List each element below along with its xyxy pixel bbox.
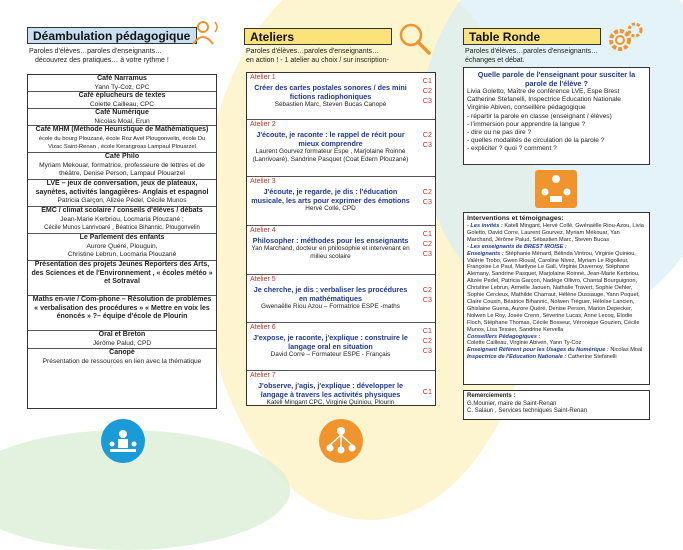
atelier-presenter: David Corre – Formateur ESPE - Français [270, 350, 391, 358]
atelier-cycles [423, 130, 432, 150]
interv-block [467, 334, 646, 341]
atelier-number: Atelier 3 [250, 178, 276, 185]
interv-text: Colette Cailleau, Virginie Abiven, Yann Ty-Coz [467, 340, 582, 347]
interv-block [467, 340, 646, 347]
col1-title: Déambulation pédagogique [27, 27, 197, 44]
cafe-name: Café MHM (Méthode Heuristique de Mathématiques) [35, 126, 209, 133]
thanks-title: Remerciements : [467, 393, 516, 399]
cycle-label: C1 [422, 326, 432, 335]
atelier-title: Je cherche, je dis : verbaliser les procédures en mathématiques [253, 284, 408, 303]
cafe-line: Jérôme Palud, CPD [92, 339, 152, 347]
intro-line: échanges et débat. [465, 57, 525, 64]
cafe-item [28, 75, 216, 92]
interv-label: Inspectrice de l'Education Nationale : [467, 354, 567, 361]
cafe-name: Présentation des projets Jeunes Reporters des Arts, des Sciences et de l'Environnement , « écoles météo » et Sotraval [31, 261, 213, 285]
atelier-presenter: Katell Mingant CPC, Virginie Quiniou, Plourin [266, 398, 395, 406]
topic-line: - expliciter ? quoi ? comment ? [467, 145, 557, 153]
cycle-label: C2 [422, 285, 432, 294]
interv-text: Nicolas Moal [610, 347, 643, 354]
thanks-box [463, 390, 650, 420]
cafe-line: Colette Cailleau, CPC [89, 100, 155, 108]
thanks-line: G.Mounier, maire de Saint-Renan [467, 400, 557, 407]
atelier-title: J'écoute, je raconte : le rappel de récit pour mieux comprendre [256, 129, 405, 148]
speaker-line: Virginie Abiven, conseillère pédagogique [467, 104, 586, 112]
speaker-line: Livia Goletto, Maître de conférence LVE, Espe Brest [467, 88, 620, 95]
cycle-label: C3 [422, 140, 432, 149]
atelier-item [247, 120, 435, 177]
atelier-title: Philosopher : méthodes pour les enseignants [252, 235, 409, 245]
cafe-line: Vizac Saint-Renan , école Kerangroas Lampaul Plouarzel [48, 143, 196, 150]
cafe-name: Café Philo [104, 153, 140, 160]
interv-block [467, 223, 646, 244]
atelier-number: Atelier 2 [250, 121, 276, 128]
interventions-box [463, 212, 650, 385]
interv-block [467, 347, 646, 354]
intro-line: découvrez des pratiques… à votre rythme ! [35, 57, 169, 64]
cafe-item [28, 126, 216, 153]
cafe-name: EMC / climat scolaire / conseils d'élèves / débats [41, 207, 203, 214]
interv-text: Catherine Stefanelli [567, 354, 617, 361]
cafe-line: Patricia Garçon, Alizée Pédel, Cécile Munos [57, 197, 187, 204]
table-ronde-box [463, 67, 650, 165]
cafe-item [28, 331, 216, 349]
atelier-cycles [423, 187, 432, 207]
col2-intro [246, 47, 436, 65]
thanks-line: C. Salaun , Services techniques Saint-Renan [467, 408, 588, 414]
col2-title: Ateliers [244, 28, 392, 45]
atelier-number: Atelier 1 [250, 74, 276, 81]
intro-line: Paroles d'élèves…paroles d'enseignants… [246, 48, 380, 55]
cafe-list [27, 74, 217, 409]
interv-label: - Les enseignants de BREST IROISE : [467, 243, 567, 250]
atelier-number: Atelier 5 [250, 276, 276, 283]
interv-label: Enseignant Référent pour les Usages du Numérique : [467, 347, 609, 354]
cycle-label: C2 [422, 130, 432, 139]
cycle-label: C1 [422, 387, 432, 396]
cafe-name: Café Numérique [95, 109, 149, 116]
atelier-presenter: Gwenaëlle Riou Azou – Formatrice ESPE -maths [261, 302, 400, 310]
atelier-presenter: Hervé Collé, CPD [305, 204, 356, 212]
cafe-line: Christine Lebrun, Locmaria Plouzané [67, 250, 177, 258]
discussion-icon [535, 170, 577, 213]
cafe-line: Jean-Marie Kerbriou, Locmaria Plouzané ; [60, 215, 184, 223]
atelier-presenter: Yan Marchand, docteur en philosophie et intervenant en milieu scolaire [251, 244, 410, 260]
atelier-number: Atelier 4 [250, 227, 276, 234]
topic-line: - répartir la parole en classe (enseignant / élèves) [467, 112, 612, 120]
atelier-cycles [423, 326, 432, 356]
cafe-name: Café Narramus [97, 75, 147, 82]
atelier-title: Créer des cartes postales sonores / des mini fictions radiophoniques [254, 82, 407, 101]
intro-line: en action ! - 1 atelier au choix / sur inscription- [246, 57, 389, 64]
interventions-title: Interventions et témoignages: [467, 215, 564, 222]
cafe-name: Oral et Breton [98, 331, 146, 338]
cafe-line: Présentation de ressources en lien avec la thématique [42, 357, 202, 365]
speaker-line: Catherine Stefanelli, Inspectrice Education Nationale [467, 96, 621, 104]
interv-label: Conseillers Pédagogiques : [467, 333, 541, 340]
topic-line: - quelles modalités de circulation de la parole ? [467, 137, 605, 145]
cycle-label: C3 [422, 96, 432, 105]
cafe-item [28, 349, 216, 366]
col1-intro [29, 47, 219, 65]
topic-line: - dire ou ne pas dire ? [467, 129, 532, 137]
interv-label: - Les invités : [467, 223, 503, 229]
cafe-line: école du bourg Plouzané, école Roz Avel Plougonvelin, école Du [38, 135, 206, 142]
cafe-item [28, 234, 216, 261]
interv-block [467, 354, 646, 361]
interv-text: Katell Mingant, Hervé Collé, Gwénaëlle Riou-Azou, Livia Goletto, David Corre, Laurent Gourvez, Myriam Mékouar, Yan Marchand, Jérôme Palud, Sébastien Marc, Steven Bucas [467, 223, 644, 243]
atelier-presenter: Sébastien Marc, Steven Bucas Canopé [274, 100, 387, 108]
topic-line: - l'immersion pour apprendre la langue ? [467, 120, 586, 128]
cafe-item [28, 180, 216, 207]
cafe-line: Cécile Munos Lanrivoaré , Béatrice Bihannic, Plougonvelin [44, 224, 200, 231]
cafe-line: Aurore Quéré, Plouguin, [86, 242, 158, 250]
col3-intro [465, 47, 655, 65]
atelier-item [247, 226, 435, 275]
atelier-item [247, 73, 435, 120]
interv-block [467, 251, 646, 334]
cycle-label: C2 [422, 336, 432, 345]
cycle-label: C2 [422, 187, 432, 196]
intro-line: Paroles d'élèves…paroles d'enseignants… [29, 48, 163, 55]
cycle-label: C3 [422, 295, 432, 304]
atelier-title: J'expose, je raconte, j'explique : construire le langage oral en situation [253, 332, 408, 351]
cycle-label: C3 [422, 197, 432, 206]
cycle-label: C3 [422, 249, 432, 258]
cafe-item [28, 153, 216, 180]
atelier-cycles [423, 76, 432, 106]
atelier-item [247, 177, 435, 226]
atelier-title: J'écoute, je regarde, je dis : l'éducation musicale, les arts pour exprimer des émotions [251, 186, 410, 205]
cafe-item [28, 296, 216, 331]
cafe-name: Café éplucheurs de textes [78, 92, 166, 99]
col3-title: Table Ronde [463, 28, 601, 45]
table-ronde-question: Quelle parole de l'enseignant pour susciter la parole de l'élève ? [477, 70, 636, 88]
cafe-name: Canopé [109, 349, 135, 356]
atelier-cycles [423, 285, 432, 305]
cafe-name: LVE – jeux de conversation, jeux de plateaux, saynètes, activités langagières- Anglais et espagnol [35, 180, 209, 196]
cafe-name: Maths en-vie / Com-phone – Résolution de problèmes « verbalisation des procédures » « Mettre en voix les énoncés » ?– équipe d'école de Plourin [32, 296, 212, 320]
cafe-name: Le Parlement des enfants [79, 234, 165, 241]
interv-label: Enseignants : [467, 250, 504, 257]
presenter-icon [100, 418, 146, 469]
cafe-item [28, 207, 216, 234]
interv-block [467, 244, 646, 251]
cafe-line: théâtre, Denise Person, Lampaul Plouarzel [59, 169, 185, 177]
cycle-label: C2 [422, 239, 432, 248]
cafe-item [28, 92, 216, 109]
atelier-number: Atelier 7 [250, 372, 276, 379]
cafe-line: Nicolas Moal, Erun [94, 117, 150, 125]
atelier-title: J'observe, j'agis, j'explique : développer le langage à travers les activités physiques [258, 380, 403, 399]
network-icon [318, 418, 364, 469]
atelier-number: Atelier 6 [250, 324, 276, 331]
atelier-item [247, 275, 435, 323]
interv-text: Stéphanie Ménard, Bélinda Vintrou, Virginie Quiniou, Valérie Trobo, Gwen Rioual, Caroline Nivez, Myriam Le Rigolleur, Françoise Le Paul, Marilyne Le Gall, Virginie Duvernoy, Stéphane Alemany, Sandrine Pasquet, Marjolaine Roinné, Jean-Marie Kerbriou, Alizée Pedel, Patricia Garçon, Nadège Ollivro, Chantal Bourguignon, Christine Lebrun, Armelle Jaouen, Nathalie Travert, Sophie Oehler, Sophie Cercleux, Mathilde Charraut, Hélène Dussauge, Yann Poquet, Claire Cousin, Béatrice Bihannic, Nolwen Tréguer, Héloïse Lancien, Ghislaine Guena, Aurore Quéré, Denise Person, Marion Depecker, Nolwen Le Roy, Josée Crenn, Séverine Lucas, Anne Lecoq, Elodie Floch, Stéphane Thomas, Cécile Bosseur, Véronique Gouzien, Cécile Munos, Lisa Tessier, Sandrine Kervella [467, 250, 640, 333]
cafe-item [28, 109, 216, 126]
atelier-item [247, 323, 435, 371]
atelier-cycles [423, 229, 432, 259]
cycle-label: C3 [422, 346, 432, 355]
cafe-line: Myriam Mekouar, formatrice, professeure de lettres et de [39, 161, 205, 169]
cycle-label: C2 [422, 86, 432, 95]
atelier-cycles [423, 387, 432, 397]
atelier-item [247, 371, 435, 420]
cafe-line: Yann Ty-Coz, CPC [94, 83, 150, 91]
intro-line: Paroles d'élèves…paroles d'enseignants… [465, 48, 599, 55]
ateliers-list [246, 72, 436, 406]
cycle-label: C1 [422, 229, 432, 238]
cycle-label: C1 [422, 76, 432, 85]
atelier-presenter: Laurent Gourvez formateur Espe , Marjolaine Roinné (Lanrivoaré), Sandrine Pasquet (Coat Edern Plouzané) [252, 147, 409, 163]
cafe-item [28, 261, 216, 296]
